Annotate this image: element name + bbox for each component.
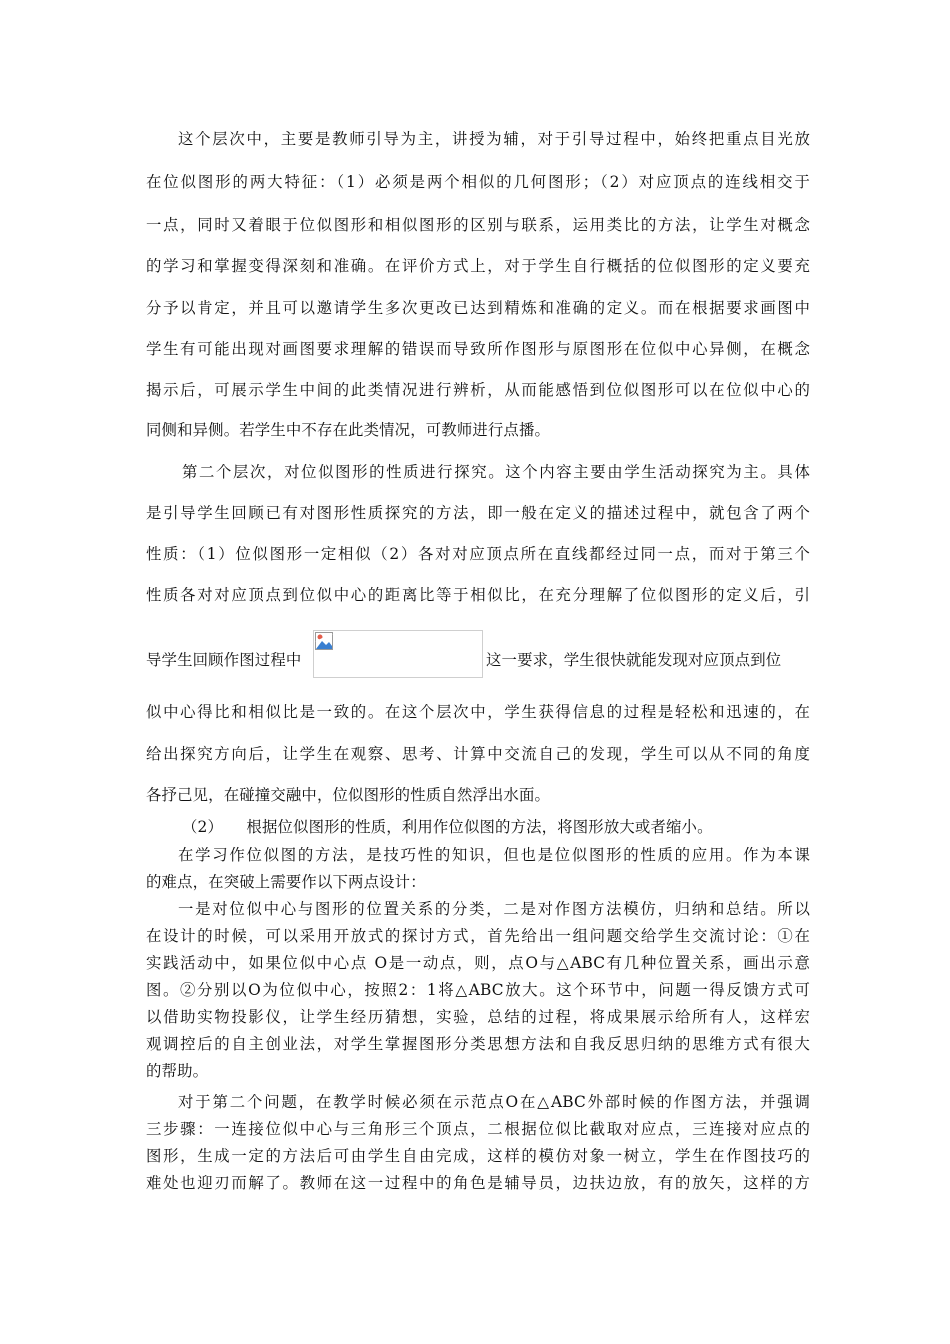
- paragraph-line: 性质各对对应顶点到位似中心的距离比等于相似比，在充分理解了位似图形的定义后，引: [146, 586, 810, 604]
- paragraph-line: 性质：（1）位似图形一定相似（2）各对对应顶点所在直线都经过同一点，而对于第三个: [146, 545, 810, 563]
- paragraph-line: 的难点，在突破上需要作以下两点设计：: [146, 873, 426, 891]
- paragraph-line: 似中心得比和相似比是一致的。在这个层次中，学生获得信息的过程是轻松和迅速的，在: [146, 703, 810, 721]
- paragraph-line: 实践活动中，如果位似中心点 O是一动点，则，点O与△ABC有几种位置关系，画出示意: [146, 954, 810, 972]
- paragraph-line: 第二个层次，对位似图形的性质进行探究。这个内容主要由学生活动探究为主。具体: [182, 463, 810, 481]
- inline-image-placeholder: [313, 630, 483, 678]
- paragraph-line: 这个层次中，主要是教师引导为主，讲授为辅，对于引导过程中，始终把重点目光放: [178, 130, 810, 148]
- paragraph-line: 图形，生成一定的方法后可由学生自由完成，这样的模仿对象一树立，学生在作图技巧的: [146, 1147, 810, 1165]
- paragraph-line: 各抒己见，在碰撞交融中，位似图形的性质自然浮出水面。: [146, 786, 551, 804]
- paragraph-line: 给出探究方向后，让学生在观察、思考、计算中交流自己的发现，学生可以从不同的角度: [146, 745, 810, 763]
- paragraph-line: 对于第二个问题，在教学时候必须在示范点O在△ABC外部时候的作图方法，并强调: [178, 1093, 810, 1111]
- broken-image-icon: [315, 632, 333, 650]
- paragraph-line: 学生有可能出现对画图要求理解的错误而导致所作图形与原图形在位似中心异侧，在概念: [146, 340, 810, 358]
- paragraph-line: 在位似图形的两大特征：（1）必须是两个相似的几何图形；（2）对应顶点的连线相交于: [146, 173, 810, 191]
- paragraph-line: 导学生回顾作图过程中: [146, 651, 302, 669]
- paragraph-line: 是引导学生回顾已有对图形性质探究的方法，即一般在定义的描述过程中，就包含了两个: [146, 504, 810, 522]
- paragraph-line: 揭示后，可展示学生中间的此类情况进行辨析，从而能感悟到位似图形可以在位似中心的: [146, 381, 810, 399]
- paragraph-line: 同侧和异侧。若学生中不存在此类情况，可教师进行点播。: [146, 421, 551, 439]
- paragraph-line: 这一要求，学生很快就能发现对应顶点到位: [486, 651, 782, 669]
- paragraph-line: 一是对位似中心与图形的位置关系的分类，二是对作图方法模仿，归纳和总结。所以: [178, 900, 810, 918]
- paragraph-line: 在设计的时候，可以采用开放式的探讨方式，首先给出一组问题交给学生交流讨论：①在: [146, 927, 810, 945]
- paragraph-line: 难处也迎刃而解了。教师在这一过程中的角色是辅导员，边扶边放，有的放矢，这样的方: [146, 1174, 810, 1192]
- paragraph-line: 分予以肯定，并且可以邀请学生多次更改已达到精炼和准确的定义。而在根据要求画图中: [146, 299, 810, 317]
- paragraph-line: 的学习和掌握变得深刻和准确。在评价方式上，对于学生自行概括的位似图形的定义要充: [146, 257, 810, 275]
- paragraph-line: 以借助实物投影仪，让学生经历猜想，实验，总结的过程，将成果展示给所有人，这样宏: [146, 1008, 810, 1026]
- paragraph-line: 一点，同时又着眼于位似图形和相似图形的区别与联系，运用类比的方法，让学生对概念: [146, 216, 810, 234]
- paragraph-line: 图。②分别以O为位似中心，按照2：1将△ABC放大。这个环节中，问题一得反馈方式可: [146, 981, 810, 999]
- paragraph-line: 观调控后的自主创业法，对学生掌握图形分类思想方法和自我反思归纳的思维方式有很大: [146, 1035, 810, 1053]
- paragraph-line: 在学习作位似图的方法，是技巧性的知识，但也是位似图形的性质的应用。作为本课: [178, 846, 810, 864]
- paragraph-line: 的帮助。: [146, 1062, 209, 1080]
- paragraph-line: 三步骤：一连接位似中心与三角形三个顶点，二根据位似比截取对应点，三连接对应点的: [146, 1120, 810, 1138]
- section-heading: （2） 根据位似图形的性质，利用作位似图的方法，将图形放大或者缩小。: [182, 818, 713, 836]
